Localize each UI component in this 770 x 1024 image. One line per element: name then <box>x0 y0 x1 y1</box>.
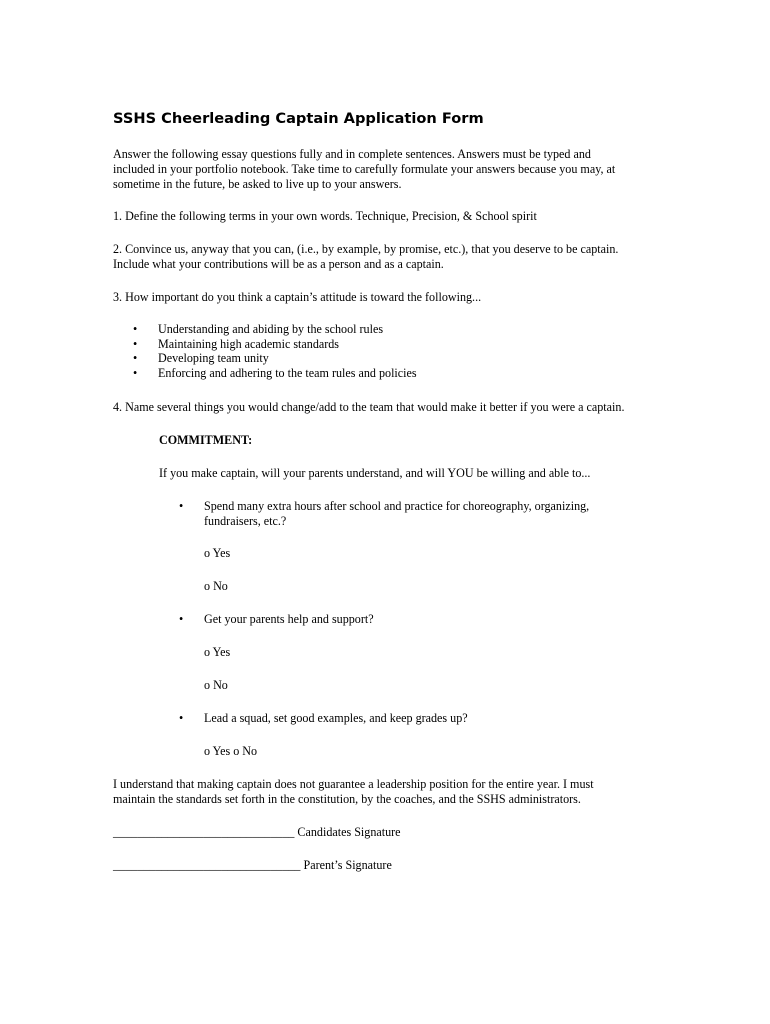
question-4: 4. Name several things you would change/add to the team that would make it better if you were a captain. <box>113 400 625 414</box>
question-3-list <box>133 322 417 380</box>
parent-signature-line[interactable]: _______________________________ Parent’s Signature <box>113 858 392 872</box>
commitment-item-1-line-1: Spend many extra hours after school and practice for choreography, organizing, <box>204 499 590 513</box>
question-1: 1. Define the following terms in your own words. Technique, Precision, & School spirit <box>113 209 537 223</box>
option-yes[interactable]: o Yes <box>204 546 231 560</box>
list-item: • Understanding and abiding by the school rules <box>133 322 417 337</box>
bullet-icon: • <box>179 499 184 513</box>
question-2-line-1: 2. Convince us, anyway that you can, (i.e., by example, by promise, etc.), that you deserve to be captain. <box>113 242 619 256</box>
list-item: • Developing team unity <box>133 351 417 366</box>
option-yes[interactable]: o Yes <box>204 645 231 659</box>
commitment-prompt: If you make captain, will your parents understand, and will YOU be willing and able to... <box>159 466 591 480</box>
question-3: 3. How important do you think a captain’s attitude is toward the following... <box>113 290 482 304</box>
list-item: • Enforcing and adhering to the team rules and policies <box>133 366 417 381</box>
bullet-icon: • <box>179 711 184 725</box>
commitment-heading: COMMITMENT: <box>159 433 253 447</box>
commitment-item-2-text: Get your parents help and support? <box>204 612 374 626</box>
commitment-item-3-text: Lead a squad, set good examples, and keep grades up? <box>204 711 468 725</box>
intro-line-2: included in your portfolio notebook. Take time to carefully formulate your answers because you may, at <box>113 162 616 176</box>
commitment-item-1-line-2: fundraisers, etc.? <box>204 514 287 528</box>
option-yes-no[interactable]: o Yes o No <box>204 744 258 758</box>
bullet-icon: • <box>179 612 184 626</box>
intro-line-1: Answer the following essay questions fully and in complete sentences. Answers must be typed and <box>113 147 591 161</box>
option-no[interactable]: o No <box>204 579 228 593</box>
list-item: • Maintaining high academic standards <box>133 337 417 352</box>
statement-line-2: maintain the standards set forth in the constitution, by the coaches, and the SSHS administrators. <box>113 792 581 806</box>
candidate-signature-line[interactable]: ______________________________ Candidates Signature <box>113 825 401 839</box>
option-no[interactable]: o No <box>204 678 228 692</box>
statement-line-1: I understand that making captain does not guarantee a leadership position for the entire year. I must <box>113 777 594 791</box>
form-title: SSHS Cheerleading Captain Application Form <box>113 110 484 127</box>
intro-line-3: sometime in the future, be asked to live up to your answers. <box>113 177 402 191</box>
question-2-line-2: Include what your contributions will be as a person and as a captain. <box>113 257 444 271</box>
